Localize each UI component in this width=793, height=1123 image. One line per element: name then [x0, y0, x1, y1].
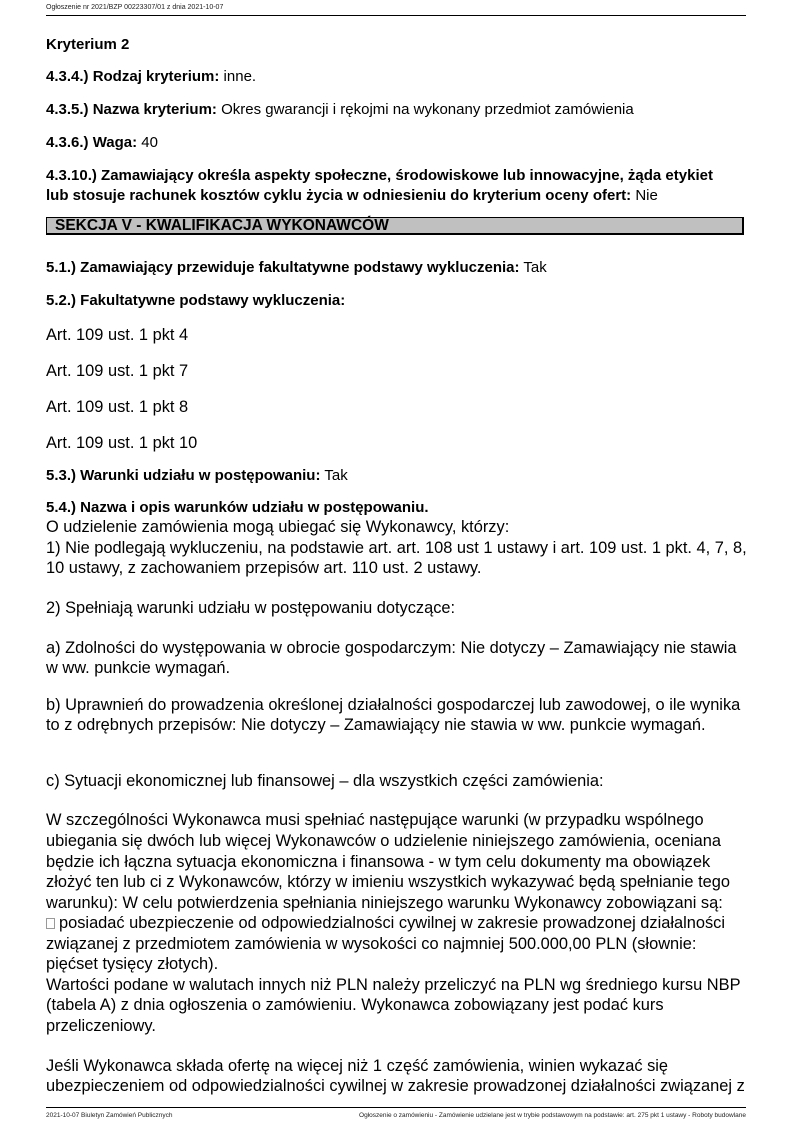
section-header-bar — [46, 217, 744, 235]
s54-line: 10 ustawy, z zachowaniem przepisów art. 110 ust. 2 ustawy. — [46, 559, 482, 577]
s54-line: pięćset tysięcy złotych). — [46, 955, 219, 973]
s54-line: a) Zdolności do występowania w obrocie gospodarczym: Nie dotyczy – Zamawiający nie stawia — [46, 639, 737, 657]
s54-line: warunku): W celu potwierdzenia spełniania niniejszego warunku Wykonawcy zobowiązani są: — [46, 894, 723, 912]
field-value: Tak — [519, 259, 547, 276]
s54-line: 2) Spełniają warunki udziału w postępowaniu dotyczące: — [46, 599, 456, 617]
s54-line: 1) Nie podlegają wykluczeniu, na podstawie art. art. 108 ust 1 ustawy i art. 109 ust. 1 pkt. 4, 7, 8, — [46, 539, 747, 557]
field-value: Okres gwarancji i rękojmi na wykonany przedmiot zamówienia — [216, 101, 634, 118]
criterion-name-row — [46, 101, 634, 119]
s54-line: przeliczeniowy. — [46, 1017, 156, 1035]
s54-line: (tabela A) z dnia ogłoszenia o zamówieniu. Wykonawca zobowiązany jest podać kurs — [46, 996, 664, 1014]
s53-row — [46, 467, 348, 485]
field-value: Nie — [631, 187, 658, 204]
s54-line: związanej z przedmiotem zamówienia w wysokości co najmniej 500.000,00 PLN (słownie: — [46, 935, 697, 953]
field-label: 5.3.) Warunki udziału w postępowaniu: — [46, 467, 321, 484]
header-divider — [46, 15, 746, 16]
section-title: SEKCJA V - KWALIFIKACJA WYKONAWCÓW — [55, 217, 389, 234]
s54-line-text: posiadać ubezpieczenie od odpowiedzialności cywilnej w zakresie prowadzonej działalności — [59, 914, 726, 932]
criterion-type-row — [46, 68, 256, 86]
field-label: 4.3.6.) Waga: — [46, 134, 138, 151]
field-label: lub stosuje rachunek kosztów cyklu życia w odniesieniu do kryterium oceny ofert: — [46, 187, 632, 204]
s54-line: ubiegania się dwóch lub więcej Wykonawców o udzielenie niniejszego zamówienia, oceniana — [46, 832, 722, 850]
exclusion-item: Art. 109 ust. 1 pkt 4 — [46, 326, 189, 344]
field-value: 40 — [137, 134, 158, 151]
field-label: 4.3.5.) Nazwa kryterium: — [46, 101, 217, 118]
exclusion-item: Art. 109 ust. 1 pkt 10 — [46, 434, 198, 452]
s54-line: O udzielenie zamówienia mogą ubiegać się Wykonawcy, którzy: — [46, 518, 510, 536]
s54-bullet-line — [46, 913, 725, 933]
bullet-box-icon — [46, 918, 55, 929]
footer-left-text: 2021-10-07 Biuletyn Zamówień Publicznych — [46, 1112, 173, 1119]
criterion-weight-row — [46, 134, 158, 152]
s54-line: c) Sytuacji ekonomicznej lub finansowej – dla wszystkich części zamówienia: — [46, 772, 604, 790]
s54-line: będzie ich łączna sytuacja ekonomiczna i finansowa - w tym celu dokumenty ma obowiązek — [46, 853, 711, 871]
s52-label: 5.2.) Fakultatywne podstawy wykluczenia: — [46, 292, 346, 309]
field-label: 4.3.4.) Rodzaj kryterium: — [46, 68, 220, 85]
criterion-title: Kryterium 2 — [46, 36, 130, 53]
criterion-aspects-line1: 4.3.10.) Zamawiający określa aspekty społeczne, środowiskowe lub innowacyjne, żąda etykiet — [46, 167, 713, 184]
s54-line: w ww. punkcie wymagań. — [46, 659, 231, 677]
s54-line: W szczególności Wykonawca musi spełniać następujące warunki (w przypadku wspólnego — [46, 811, 704, 829]
s54-label: 5.4.) Nazwa i opis warunków udziału w postępowaniu. — [46, 499, 429, 516]
s54-line: ubezpieczeniem od odpowiedzialności cywilnej w zakresie prowadzonej działalności związanej z — [46, 1077, 745, 1095]
footer-right-text: Ogłoszenie o zamówieniu - Zamówienie udzielane jest w trybie podstawowym na podstawie: art. 275 pkt 1 ustawy - Roboty budowlane — [359, 1112, 746, 1119]
exclusion-item: Art. 109 ust. 1 pkt 7 — [46, 362, 189, 380]
field-label: 5.1.) Zamawiający przewiduje fakultatywne podstawy wykluczenia: — [46, 259, 520, 276]
criterion-aspects-line2 — [46, 187, 658, 205]
exclusion-item: Art. 109 ust. 1 pkt 8 — [46, 398, 189, 416]
s54-line: złożyć ten lub ci z Wykonawców, którzy w imieniu wszystkich wykazywać będą spełnianie tego — [46, 873, 730, 891]
page-header-text: Ogłoszenie nr 2021/BZP 00223307/01 z dnia 2021-10-07 — [46, 4, 224, 11]
s51-row — [46, 259, 547, 277]
s54-line: to z odrębnych przepisów: Nie dotyczy – Zamawiający nie stawia w ww. punkcie wymagań. — [46, 716, 706, 734]
s54-line: Jeśli Wykonawca składa ofertę na więcej niż 1 część zamówienia, winien wykazać się — [46, 1057, 669, 1075]
s54-line: b) Uprawnień do prowadzenia określonej działalności gospodarczej lub zawodowej, o ile wynika — [46, 696, 741, 714]
field-value: Tak — [320, 467, 348, 484]
s54-line: Wartości podane w walutach innych niż PLN należy przeliczyć na PLN wg średniego kursu NBP — [46, 976, 741, 994]
footer-divider — [46, 1107, 746, 1108]
field-value: inne. — [219, 68, 257, 85]
